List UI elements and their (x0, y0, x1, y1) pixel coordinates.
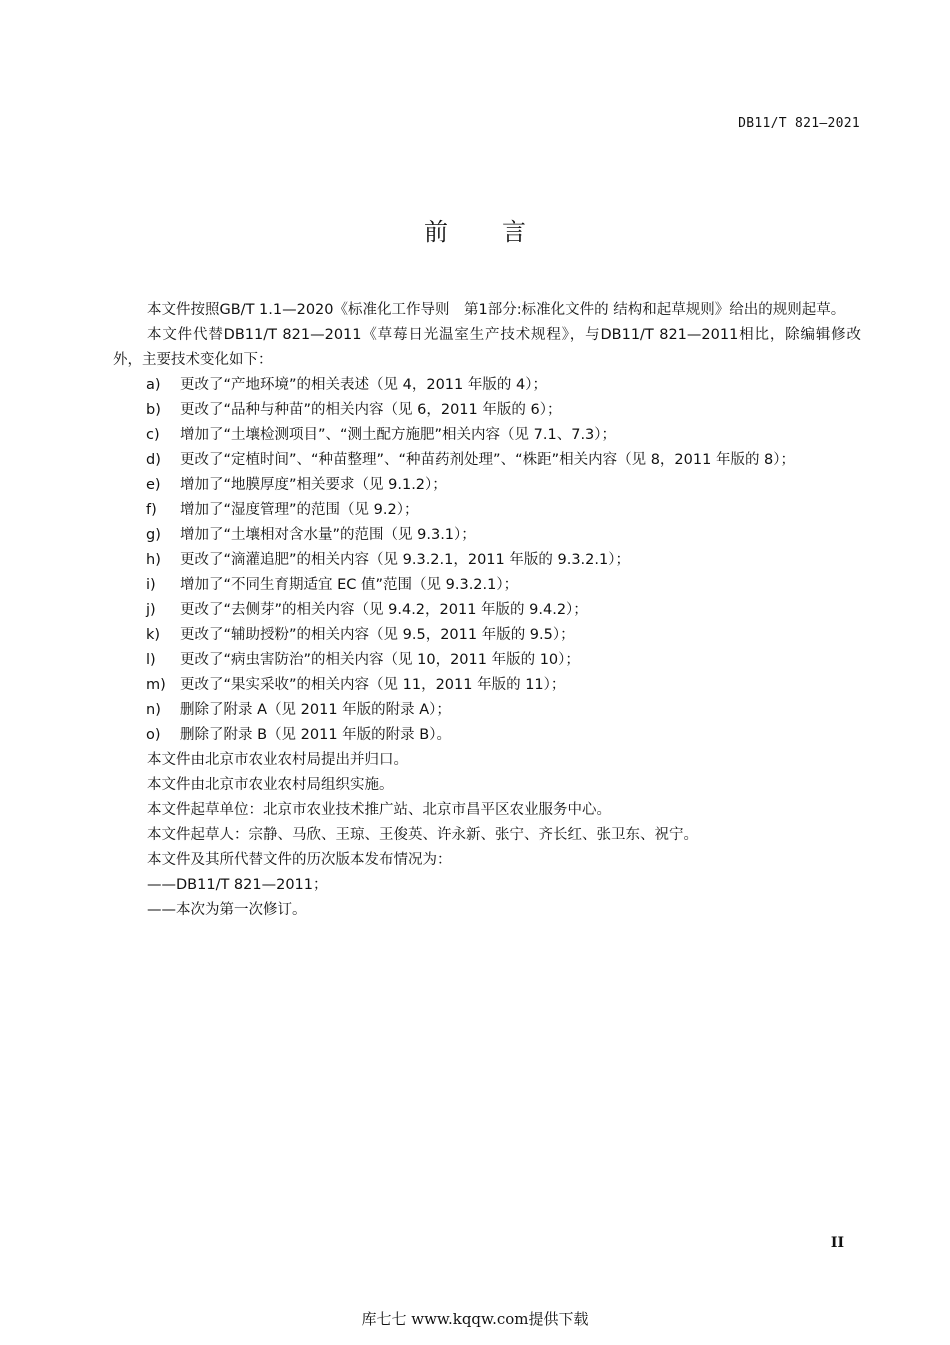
list-item (113, 548, 861, 573)
page-title: 前言 (424, 218, 580, 246)
list-marker: j) (146, 602, 156, 618)
list-marker: a) (146, 377, 161, 393)
list-marker: h) (146, 552, 161, 568)
list-marker: i) (146, 577, 156, 593)
list-marker: f) (146, 502, 157, 518)
list-item (113, 423, 861, 448)
list-item-text: 删除了附录 B（见 2011 年版的附录 B）。 (180, 727, 451, 743)
closing-line: 本文件起草人：宗静、马欣、王琼、王俊英、许永新、张宁、齐长红、张卫东、祝宁。 (147, 827, 698, 843)
list-marker: e) (146, 477, 161, 493)
list-item (113, 523, 861, 548)
list-item (113, 473, 861, 498)
list-item-text: 删除了附录 A（见 2011 年版的附录 A）； (180, 702, 451, 718)
list-marker: k) (146, 627, 161, 643)
document-code: DB11/T 821—2021 (738, 116, 860, 131)
list-item (113, 573, 861, 598)
closing-line: 本文件由北京市农业农村局提出并归口。 (147, 752, 408, 768)
list-item (113, 698, 861, 723)
list-item (113, 498, 861, 523)
list-item-text: 增加了“湿度管理”的范围（见 9.2）； (180, 502, 419, 518)
list-item-text: 更改了“病虫害防治”的相关内容（见 10，2011 年版的 10）； (180, 652, 580, 668)
list-marker: c) (146, 427, 160, 443)
page-number: II (830, 1235, 844, 1251)
list-item (113, 673, 861, 698)
foreword-body (113, 298, 861, 923)
list-marker: b) (146, 402, 161, 418)
list-marker: d) (146, 452, 161, 468)
closing-line: ——DB11/T 821—2011； (147, 877, 328, 893)
list-item (113, 648, 861, 673)
list-item-text: 更改了“品种与种苗”的相关内容（见 6，2011 年版的 6）； (180, 402, 562, 418)
list-item-text: 更改了“果实采收”的相关内容（见 11，2011 年版的 11）； (180, 677, 566, 693)
list-marker: g) (146, 527, 161, 543)
closing-line: 本文件及其所代替文件的历次版本发布情况为： (147, 852, 452, 868)
closing-line: ——本次为第一次修订。 (147, 902, 307, 918)
list-item-text: 增加了“土壤相对含水量”的范围（见 9.3.1）； (180, 527, 476, 543)
list-marker: n) (146, 702, 161, 718)
list-item-text: 增加了“不同生育期适宜 EC 值”范围（见 9.3.2.1）； (180, 577, 519, 593)
list-item (113, 723, 861, 748)
changes-list (113, 373, 861, 748)
list-item-text: 更改了“定植时间”、“种苗整理”、“种苗药剂处理”、“株距”相关内容（见 8，2011 年版的 8）； (180, 452, 796, 468)
closing-line: 本文件由北京市农业农村局组织实施。 (147, 777, 394, 793)
list-item-text: 增加了“地膜厚度”相关要求（见 9.1.2）； (180, 477, 447, 493)
list-item-text: 更改了“产地环境”的相关表述（见 4，2011 年版的 4）； (180, 377, 547, 393)
list-item (113, 448, 861, 473)
intro-paragraph: 本文件代替DB11/T 821—2011《草莓日光温室生产技术规程》，与DB11/T 821—2011相比，除编辑修改外，主要技术变化如下： (113, 327, 861, 368)
list-item-text: 更改了“去侧芽”的相关内容（见 9.4.2，2011 年版的 9.4.2）； (180, 602, 588, 618)
download-footer: 库七七 www.kqqw.com提供下载 (361, 1310, 589, 1328)
list-marker: m) (146, 677, 166, 693)
list-item (113, 373, 861, 398)
list-item (113, 598, 861, 623)
list-item (113, 398, 861, 423)
list-item-text: 增加了“土壤检测项目”、“测土配方施肥”相关内容（见 7.1、7.3）； (180, 427, 617, 443)
list-marker: o) (146, 727, 161, 743)
list-item (113, 623, 861, 648)
closing-line: 本文件起草单位：北京市农业技术推广站、北京市昌平区农业服务中心。 (147, 802, 611, 818)
list-item-text: 更改了“辅助授粉”的相关内容（见 9.5，2011 年版的 9.5）； (180, 627, 575, 643)
list-marker: l) (146, 652, 156, 668)
list-item-text: 更改了“滴灌追肥”的相关内容（见 9.3.2.1，2011 年版的 9.3.2.1）； (180, 552, 630, 568)
intro-paragraph: 本文件按照GB/T 1.1—2020《标准化工作导则 第1部分:标准化文件的 结构和起草规则》给出的规则起草。 (147, 302, 846, 318)
